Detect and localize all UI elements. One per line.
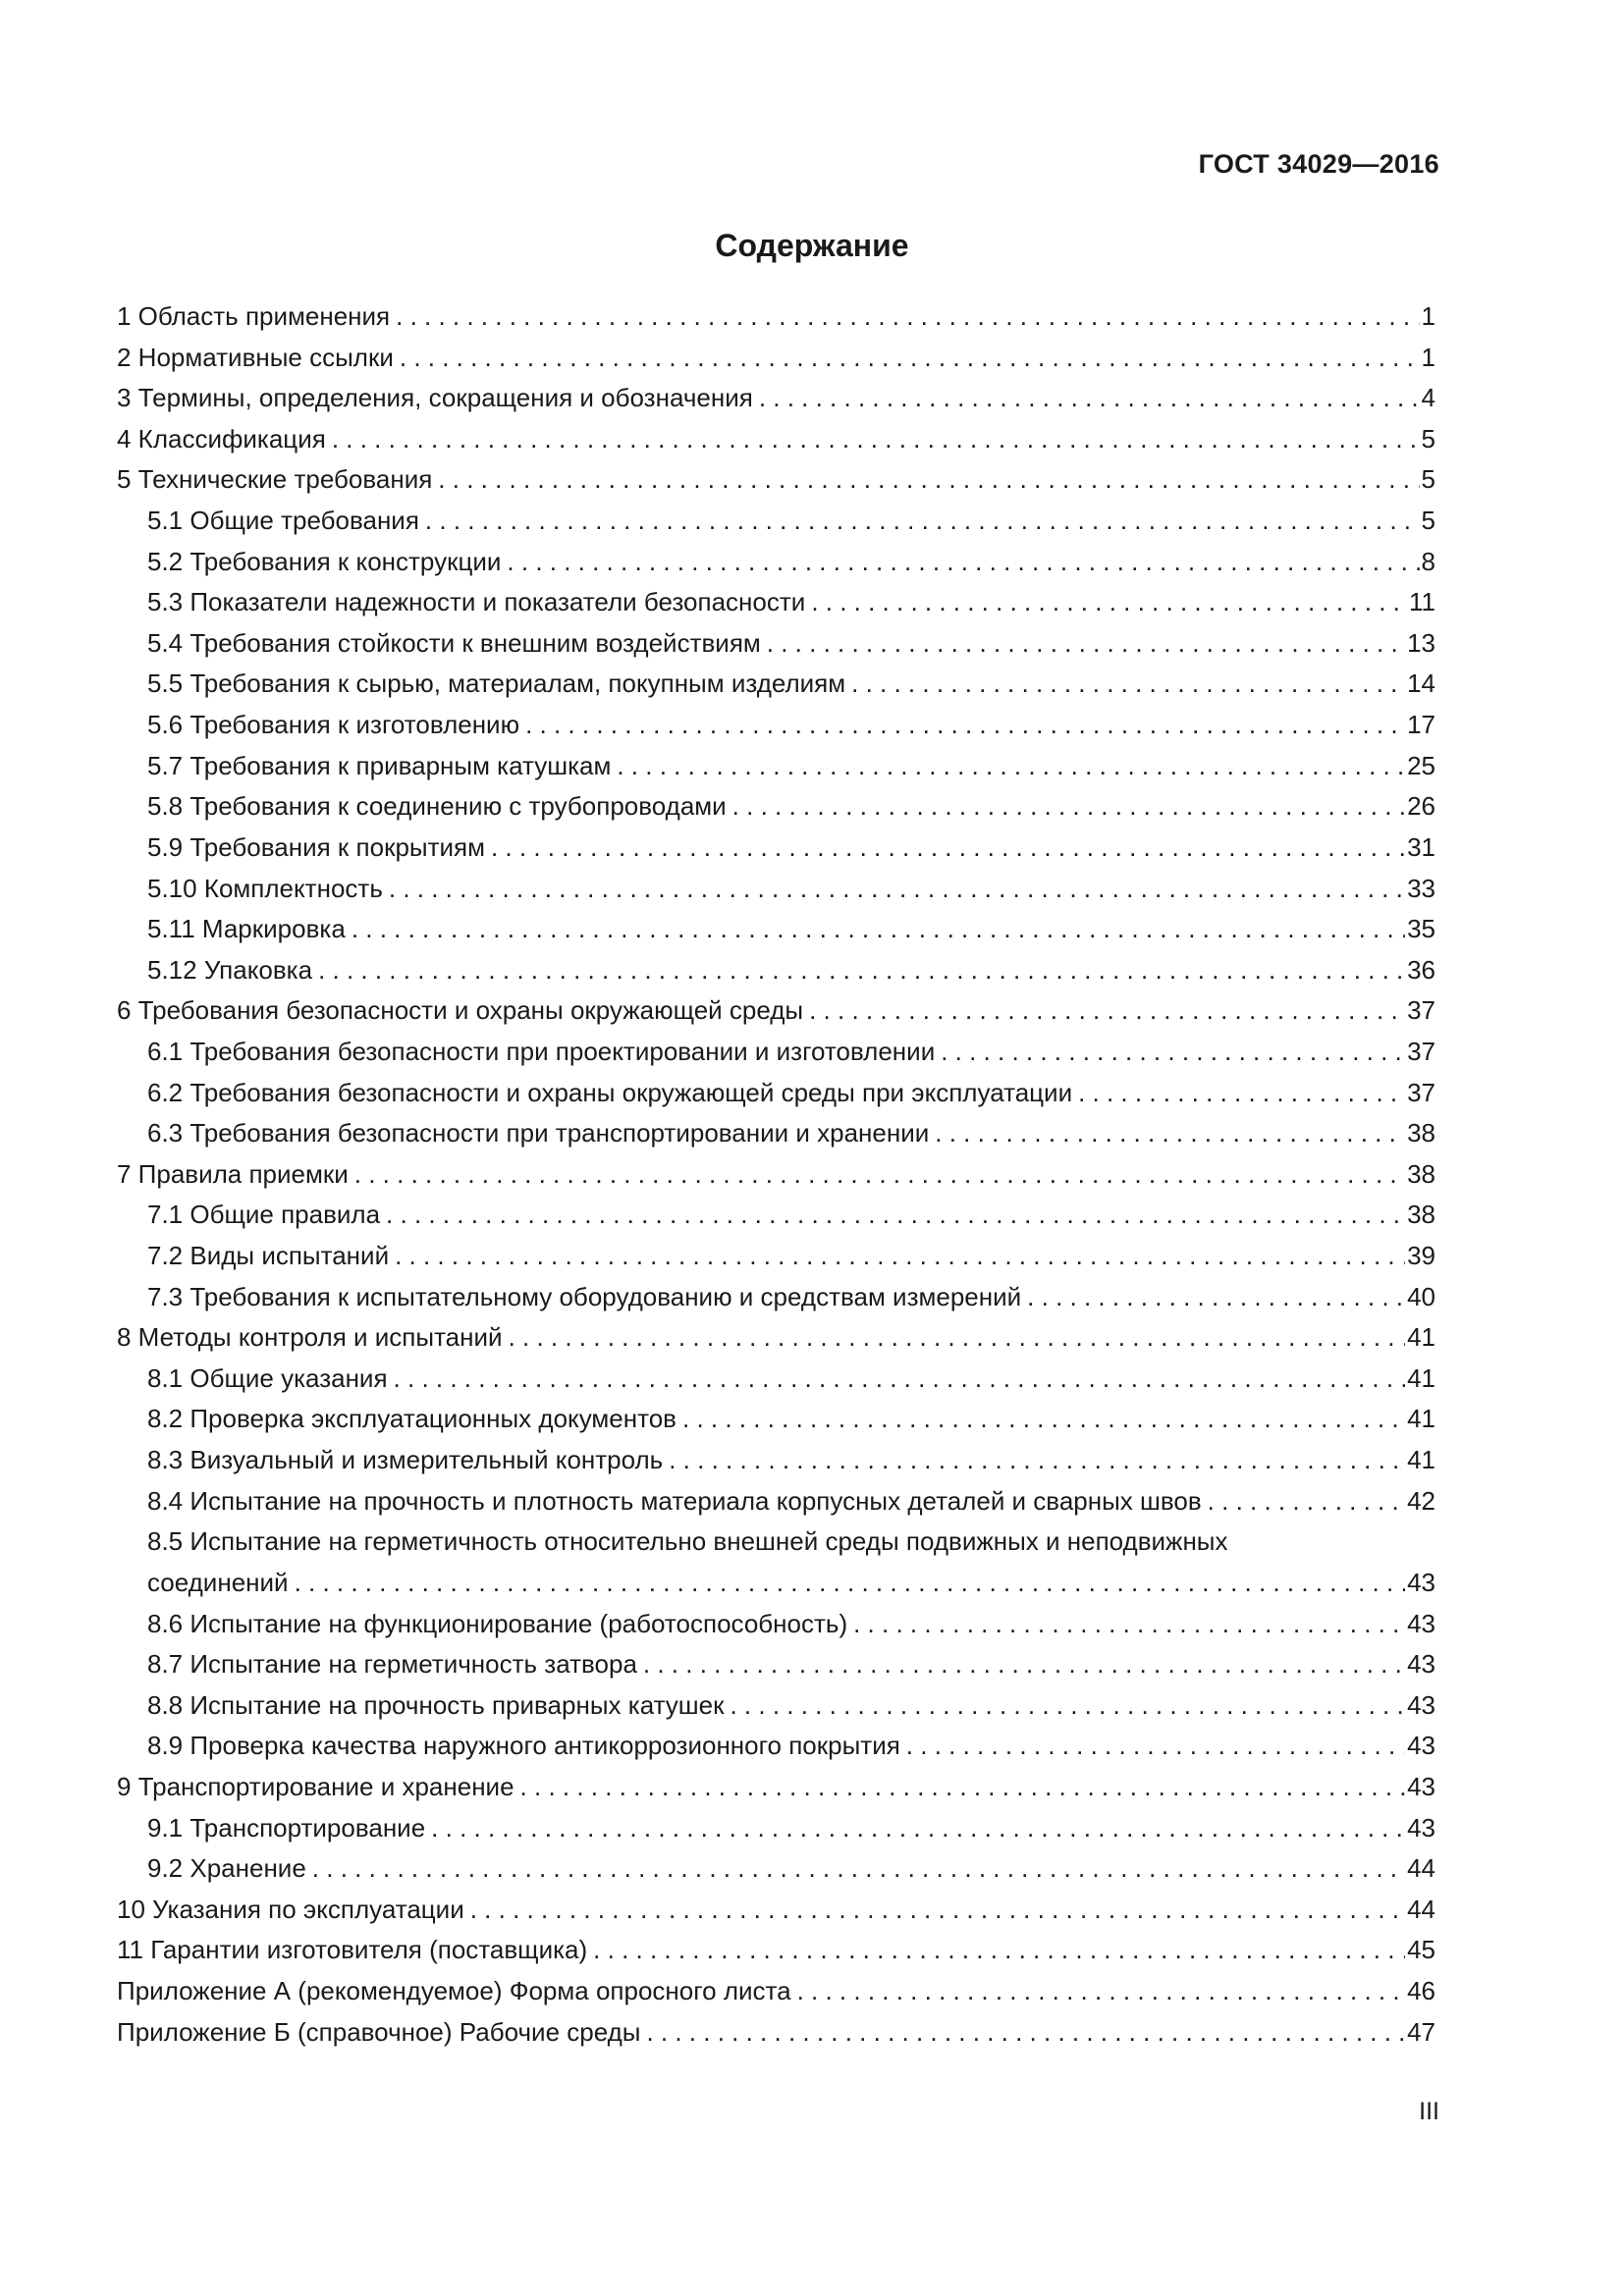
dot-leader (809, 990, 1405, 1032)
toc-page-number: 43 (1407, 1567, 1435, 1597)
toc-entry[interactable] (117, 582, 1435, 623)
toc-page-number: 13 (1407, 627, 1435, 658)
dot-leader (1208, 1481, 1405, 1522)
toc-entry-title: 5.10 Комплектность (147, 873, 383, 903)
toc-entry[interactable] (117, 909, 1435, 950)
dot-leader (396, 296, 1419, 338)
dot-leader (643, 1644, 1405, 1685)
toc-entry[interactable] (117, 1522, 1435, 1603)
toc-entry[interactable] (117, 950, 1435, 991)
toc-entry-title: 7.1 Общие правила (147, 1200, 381, 1230)
toc-entry-title: 11 Гарантии изготовителя (поставщика) (117, 1935, 588, 1965)
toc-entry-title: 5.9 Требования к покрытиям (147, 831, 485, 862)
toc-page-number: 11 (1409, 587, 1435, 617)
page-title: Содержание (715, 228, 909, 263)
toc-entry[interactable] (117, 664, 1435, 705)
toc-page-number: 38 (1407, 1118, 1435, 1148)
dot-leader (935, 1113, 1405, 1154)
toc-entry[interactable] (117, 542, 1435, 583)
toc-entry[interactable] (117, 1399, 1435, 1440)
toc-page-number: 47 (1407, 2016, 1435, 2047)
toc-entry-title: 8.1 Общие указания (147, 1362, 388, 1393)
toc-entry-title: 6 Требования безопасности и охраны окружающей среды (117, 995, 804, 1026)
toc-entry[interactable] (117, 1277, 1435, 1318)
toc-page-number: 35 (1407, 914, 1435, 944)
dot-leader (1078, 1073, 1405, 1114)
dot-leader (732, 786, 1405, 828)
toc-entry-title: 8.2 Проверка эксплуатационных документов (147, 1404, 677, 1434)
dot-leader (507, 542, 1419, 583)
dot-leader (853, 1604, 1405, 1645)
toc-entry-title: 8 Методы контроля и испытаний (117, 1322, 503, 1353)
toc-entry-title: 5.12 Упаковка (147, 954, 313, 985)
dot-leader (389, 869, 1405, 910)
toc-entry[interactable] (117, 1073, 1435, 1114)
dot-leader (593, 1930, 1405, 1971)
toc-entry-title: 8.4 Испытание на прочность и плотность материала корпусных деталей и сварных швов (147, 1485, 1202, 1516)
toc-page-number: 37 (1407, 1077, 1435, 1107)
toc-page-number: 37 (1407, 1036, 1435, 1066)
toc-entry[interactable] (117, 2012, 1435, 2054)
toc-entry-title: 5.2 Требования к конструкции (147, 546, 502, 576)
toc-page-number: 44 (1407, 1894, 1435, 1924)
dot-leader (394, 1359, 1406, 1400)
dot-leader (332, 419, 1420, 460)
toc-page-number: 31 (1407, 831, 1435, 862)
dot-leader (851, 664, 1405, 705)
toc-entry[interactable] (117, 1113, 1435, 1154)
dot-leader (525, 705, 1405, 746)
toc-entry-title: 10 Указания по эксплуатации (117, 1894, 464, 1924)
toc-entry[interactable] (117, 1890, 1435, 1931)
toc-page-number: 43 (1407, 1689, 1435, 1720)
toc-entry[interactable] (117, 1685, 1435, 1727)
dot-leader (509, 1317, 1406, 1359)
dot-leader (906, 1726, 1405, 1767)
toc-entry-title: 5 Технические требования (117, 464, 433, 495)
toc-entry[interactable] (117, 1359, 1435, 1400)
toc-entry-title: 3 Термины, определения, сокращения и обозначения (117, 383, 753, 413)
toc-entry-title: Приложение Б (справочное) Рабочие среды (117, 2016, 641, 2047)
toc-page-number: 36 (1407, 954, 1435, 985)
toc-entry[interactable] (117, 1154, 1435, 1196)
toc-entry-title: 8.8 Испытание на прочность приварных катушек (147, 1689, 725, 1720)
toc-entry[interactable] (117, 338, 1435, 379)
toc-entry-title: 6.1 Требования безопасности при проектировании и изготовлении (147, 1036, 936, 1066)
toc-entry-title: 5.5 Требования к сырью, материалам, покупным изделиям (147, 668, 846, 699)
toc-entry[interactable] (117, 1481, 1435, 1522)
toc-entry[interactable] (117, 1808, 1435, 1849)
toc-entry-title: 9.1 Транспортирование (147, 1812, 426, 1842)
toc-page-number: 43 (1407, 1731, 1435, 1761)
toc-entry-title: 6.3 Требования безопасности при транспортировании и хранении (147, 1118, 930, 1148)
dot-leader (520, 1767, 1406, 1808)
toc-page-number: 42 (1407, 1485, 1435, 1516)
dot-leader (312, 1848, 1405, 1890)
toc-page-number: 38 (1407, 1200, 1435, 1230)
toc-page-number: 37 (1407, 995, 1435, 1026)
toc-page-number: 1 (1421, 342, 1435, 372)
toc-entry[interactable] (117, 501, 1435, 542)
toc-entry[interactable] (117, 705, 1435, 746)
toc-page-number: 4 (1421, 383, 1435, 413)
dot-leader (669, 1440, 1405, 1481)
toc-entry-title: 5.11 Маркировка (147, 914, 346, 944)
toc-page-number: 45 (1407, 1935, 1435, 1965)
toc-entry[interactable] (117, 1440, 1435, 1481)
toc-page-number: 43 (1407, 1608, 1435, 1638)
toc-page-number: 17 (1407, 710, 1435, 740)
toc-entry[interactable] (117, 419, 1435, 460)
toc-page-number: 26 (1407, 791, 1435, 822)
toc-entry[interactable] (117, 1930, 1435, 1971)
dot-leader (797, 1971, 1405, 2012)
dot-leader (1027, 1277, 1405, 1318)
toc-page-number: 38 (1407, 1158, 1435, 1189)
toc-entry-title: 1 Область применения (117, 301, 391, 331)
toc-entry[interactable] (117, 1236, 1435, 1277)
toc-page-number: 41 (1407, 1404, 1435, 1434)
toc-page-number: 41 (1407, 1362, 1435, 1393)
toc-page-number: 46 (1407, 1976, 1435, 2005)
toc-page-number: 44 (1407, 1853, 1435, 1884)
toc-entry-title: 7.2 Виды испытаний (147, 1241, 390, 1271)
dot-leader (470, 1890, 1405, 1931)
toc-entry[interactable] (117, 828, 1435, 869)
toc-page-number: 41 (1407, 1322, 1435, 1353)
dot-leader (759, 378, 1420, 419)
toc-page-number: 5 (1421, 423, 1435, 454)
toc-entry[interactable] (117, 459, 1435, 501)
toc-entry-title: 5.3 Показатели надежности и показатели безопасности (147, 587, 806, 617)
toc-page-number: 5 (1421, 506, 1435, 536)
dot-leader (318, 950, 1405, 991)
toc-entry-title: 5.1 Общие требования (147, 506, 419, 536)
dot-leader (352, 909, 1405, 950)
dot-leader (767, 623, 1405, 665)
dot-leader (646, 2012, 1405, 2054)
toc-entry-title: 8.6 Испытание на функционирование (работоспособность) (147, 1608, 848, 1638)
toc-entry-title: 5.8 Требования к соединению с трубопроводами (147, 791, 727, 822)
dot-leader (617, 746, 1405, 787)
dot-leader (295, 1563, 1406, 1604)
toc-page-number: 43 (1407, 1771, 1435, 1801)
dot-leader (811, 582, 1407, 623)
dot-leader (438, 459, 1419, 501)
dot-leader (941, 1032, 1405, 1073)
toc-entry-title: 8.9 Проверка качества наружного антикоррозионного покрытия (147, 1731, 900, 1761)
toc-entry[interactable] (117, 623, 1435, 665)
toc-entry[interactable] (117, 990, 1435, 1032)
toc-entry[interactable] (117, 786, 1435, 828)
dot-leader (730, 1685, 1405, 1727)
table-of-contents (117, 296, 1435, 2053)
toc-entry[interactable] (117, 1604, 1435, 1645)
toc-page-number: 39 (1407, 1241, 1435, 1271)
dot-leader (425, 501, 1420, 542)
toc-entry-title: 9.2 Хранение (147, 1853, 306, 1884)
toc-entry-title: 5.7 Требования к приварным катушкам (147, 750, 612, 780)
toc-entry-title: 8.3 Визуальный и измерительный контроль (147, 1445, 664, 1475)
toc-entry-title: 7.3 Требования к испытательному оборудованию и средствам измерений (147, 1281, 1022, 1311)
dot-leader (431, 1808, 1405, 1849)
dot-leader (395, 1236, 1405, 1277)
toc-entry[interactable] (117, 378, 1435, 419)
dot-leader (400, 338, 1420, 379)
toc-entry-title: 2 Нормативные ссылки (117, 342, 394, 372)
toc-entry-title: 9 Транспортирование и хранение (117, 1771, 514, 1801)
toc-entry[interactable] (117, 1644, 1435, 1685)
toc-entry[interactable] (117, 1726, 1435, 1767)
toc-entry-title: 6.2 Требования безопасности и охраны окружающей среды при эксплуатации (147, 1077, 1073, 1107)
toc-entry-title: 5.4 Требования стойкости к внешним воздействиям (147, 627, 761, 658)
toc-entry[interactable] (117, 1195, 1435, 1236)
dot-leader (386, 1195, 1405, 1236)
dot-leader (354, 1154, 1405, 1196)
toc-entry-title: 5.6 Требования к изготовлению (147, 710, 520, 740)
toc-entry[interactable] (117, 869, 1435, 910)
toc-entry[interactable] (117, 296, 1435, 338)
toc-entry-title-continued: соединений (147, 1567, 289, 1597)
toc-page-number: 5 (1421, 464, 1435, 495)
dot-leader (491, 828, 1405, 869)
toc-entry-title: 7 Правила приемки (117, 1158, 349, 1189)
toc-entry-title: 8.7 Испытание на герметичность затвора (147, 1649, 637, 1680)
toc-entry-title: 4 Классификация (117, 423, 326, 454)
toc-entry[interactable] (117, 1848, 1435, 1890)
toc-page-number: 8 (1421, 546, 1435, 576)
toc-entry[interactable] (117, 1317, 1435, 1359)
toc-entry[interactable] (117, 1032, 1435, 1073)
toc-page-number: 41 (1407, 1445, 1435, 1475)
toc-page-number: 40 (1407, 1281, 1435, 1311)
dot-leader (682, 1399, 1405, 1440)
toc-entry-title: 8.5 Испытание на герметичность относительно внешней среды подвижных и неподвижных (147, 1526, 1228, 1557)
toc-page-number: 1 (1421, 301, 1435, 331)
toc-entry[interactable] (117, 746, 1435, 787)
toc-page-number: 25 (1407, 750, 1435, 780)
toc-page-number: 14 (1407, 668, 1435, 699)
toc-page-number: 33 (1407, 873, 1435, 903)
toc-page-number: 43 (1407, 1649, 1435, 1680)
toc-entry-title: Приложение А (рекомендуемое) Форма опросного листа (117, 1976, 791, 2005)
document-code: ГОСТ 34029—2016 (1198, 149, 1439, 179)
toc-entry[interactable] (117, 1971, 1435, 2012)
page-number: III (1419, 2098, 1439, 2125)
toc-entry[interactable] (117, 1767, 1435, 1808)
toc-page-number: 43 (1407, 1812, 1435, 1842)
